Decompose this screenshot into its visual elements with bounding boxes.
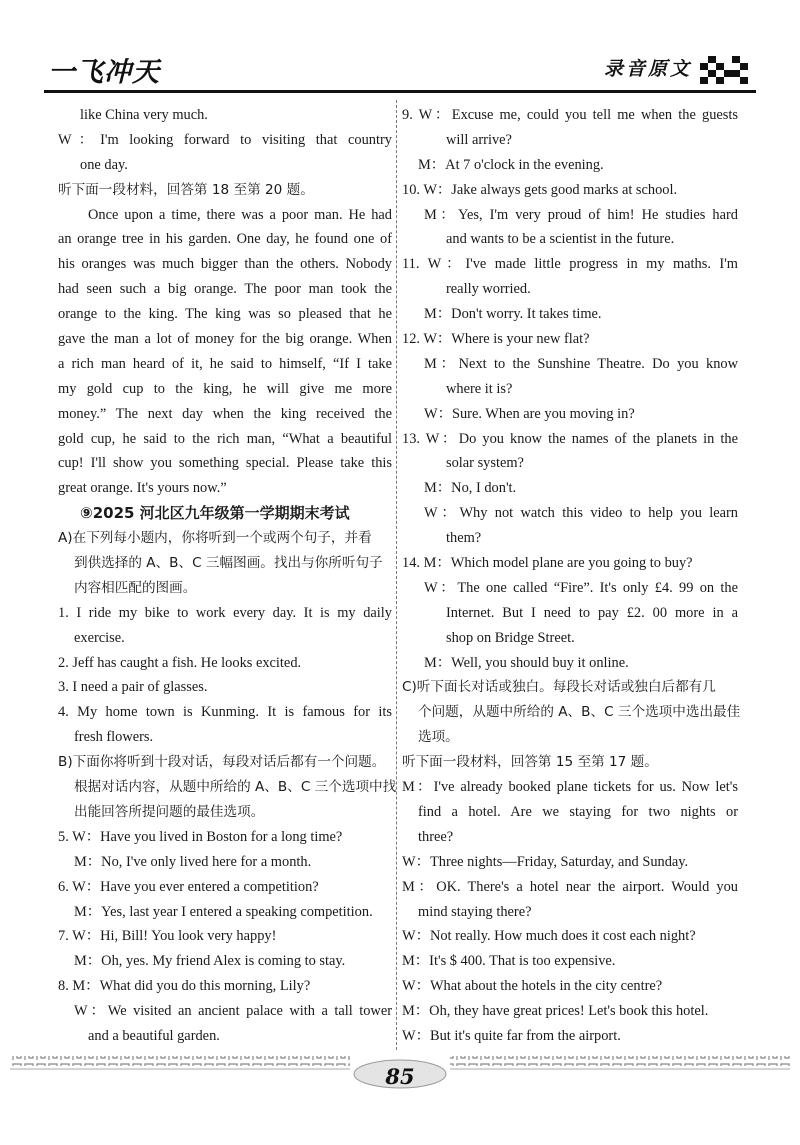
text-line: his oranges was much bigger than the others. Nobody xyxy=(58,256,392,273)
text-line: my gold cup to the king, he will give me more xyxy=(58,380,392,397)
text-line: W：Why not watch this video to help you learn xyxy=(424,505,738,522)
header-divider xyxy=(44,90,756,93)
text-line: really worried. xyxy=(446,281,531,298)
text-line: will arrive? xyxy=(446,131,512,148)
text-line: W：The one called “Fire”. It's only £4. 99 on the xyxy=(424,579,738,596)
text-line: M：Oh, yes. My friend Alex is coming to stay. xyxy=(74,953,346,970)
section-instruction: B)下面你将听到十段对话，每段对话后都有一个问题。 xyxy=(58,754,386,771)
text-line: Once upon a time, there was a poor man. He had xyxy=(88,206,392,223)
exam-title: ⑨2025 河北区九年级第一学期期末考试 xyxy=(80,504,350,523)
text-line: 7. W：Hi, Bill! You look very happy! xyxy=(58,928,277,945)
text-line: 3. I need a pair of glasses. xyxy=(58,679,208,696)
page-number: 85 xyxy=(385,1064,415,1089)
text-line: cup! I'll show you something special. Please take this xyxy=(58,455,392,472)
text-line: 2. Jeff has caught a fish. He looks excited. xyxy=(58,654,302,671)
text-line: 11. W：I've made little progress in my maths. I'm xyxy=(402,256,738,273)
text-line: had seen such a big orange. The poor man took the xyxy=(58,281,392,298)
text-line: shop on Bridge Street. xyxy=(446,629,575,646)
series-logo: 一飞冲天 xyxy=(48,57,160,88)
text-line: W：But it's quite far from the airport. xyxy=(402,1027,621,1044)
text-line: W：Not really. How much does it cost each night? xyxy=(402,928,696,945)
section-instruction: 个问题，从题中所给的 A、B、C 三个选项中选出最佳 xyxy=(418,704,741,721)
text-line: orange to the king. The king was so pleased that he xyxy=(58,306,392,323)
text-line: M：Yes, last year I entered a speaking competition. xyxy=(74,903,373,920)
right-column xyxy=(402,103,741,1049)
text-line: 12. W：Where is your new flat? xyxy=(402,331,590,348)
text-line: Internet. But I need to pay £2. 00 more in a xyxy=(446,604,738,621)
text-line: one day. xyxy=(80,156,128,173)
text-line: M：Next to the Sunshine Theatre. Do you know xyxy=(424,355,738,372)
text-line: money.” The next day when the king received the xyxy=(58,405,392,422)
text-line: M：No, I don't. xyxy=(424,480,517,497)
text-line: 14. M：Which model plane are you going to buy? xyxy=(402,555,693,572)
section-instruction: A)在下列每小题内，你将听到一个或两个句子，并看 xyxy=(58,530,372,547)
text-line: M：Well, you should buy it online. xyxy=(424,654,629,671)
text-line: and wants to be a scientist in the future. xyxy=(446,231,675,248)
text-line: mind staying there? xyxy=(418,903,532,920)
page-header xyxy=(0,0,800,100)
text-line: gold cup, he said to the rich man, “What a beautiful xyxy=(58,430,392,447)
text-line: 5. W：Have you lived in Boston for a long time? xyxy=(58,828,343,845)
section-instruction: 内容相匹配的图画。 xyxy=(74,579,197,596)
text-line: where it is? xyxy=(446,380,513,397)
text-line: W：I'm looking forward to visiting that country xyxy=(58,131,392,148)
text-line: 9. W：Excuse me, could you tell me when the guests xyxy=(402,107,738,123)
text-line: solar system? xyxy=(446,455,524,472)
section-instruction: 选项。 xyxy=(418,729,459,746)
text-line: 10. W：Jake always gets good marks at school. xyxy=(402,181,678,198)
text-line: M：Don't worry. It takes time. xyxy=(424,306,602,323)
text-line: 8. M：What did you do this morning, Lily? xyxy=(58,978,311,995)
section-title: 录音原文 xyxy=(604,58,693,80)
text-line: 6. W：Have you ever entered a competition? xyxy=(58,878,319,895)
text-line: great orange. It's yours now.” xyxy=(58,480,227,497)
text-line: M：Oh, they have great prices! Let's book this hotel. xyxy=(402,1003,709,1020)
section-instruction: 听下面一段材料，回答第 18 至第 20 题。 xyxy=(58,181,314,198)
section-instruction: 到供选择的 A、B、C 三幅图画。找出与你所听句子 xyxy=(74,555,383,572)
text-line: M：At 7 o'clock in the evening. xyxy=(418,156,604,173)
checker-pattern-icon xyxy=(700,56,748,84)
text-line: them? xyxy=(446,530,482,547)
text-line: 4. My home town is Kunming. It is famous for its xyxy=(58,704,392,721)
text-line: gave the man a lot of money for the big orange. When xyxy=(58,331,392,348)
text-line: M：No, I've only lived here for a month. xyxy=(74,853,312,870)
text-line: find a hotel. Are we staying for two nights or xyxy=(418,803,738,820)
left-column xyxy=(58,103,397,1049)
text-line: fresh flowers. xyxy=(74,729,154,746)
text-line: M：OK. There's a hotel near the airport. Would you xyxy=(402,878,738,895)
text-line: an orange tree in his garden. One day, he found one of xyxy=(58,231,392,248)
section-instruction: 听下面一段材料，回答第 15 至第 17 题。 xyxy=(402,754,658,771)
text-line: like China very much. xyxy=(80,107,208,123)
text-line: M：It's $ 400. That is too expensive. xyxy=(402,953,616,970)
text-line: and a beautiful garden. xyxy=(88,1027,220,1044)
text-line: W：We visited an ancient palace with a tall tower xyxy=(74,1003,392,1020)
text-line: W：Sure. When are you moving in? xyxy=(424,405,635,422)
text-line: W：Three nights—Friday, Saturday, and Sunday. xyxy=(402,853,689,870)
text-line: three? xyxy=(418,828,454,845)
text-line: 13. W：Do you know the names of the planets in the xyxy=(402,430,738,447)
text-line: 1. I ride my bike to work every day. It is my daily xyxy=(58,604,392,621)
text-line: M：Yes, I'm very proud of him! He studies hard xyxy=(424,206,738,223)
column-divider xyxy=(396,100,397,1050)
text-line: W：What about the hotels in the city centre? xyxy=(402,978,663,995)
section-instruction: 出能回答所提问题的最佳选项。 xyxy=(74,803,265,820)
text-line: M：I've already booked plane tickets for us. Now let's xyxy=(402,779,738,796)
section-instruction: C)听下面长对话或独白。每段长对话或独白后都有几 xyxy=(402,679,716,696)
text-line: a rich man heard of it, he said to himself, “If I take xyxy=(58,355,392,372)
text-line: exercise. xyxy=(74,629,125,646)
section-instruction: 根据对话内容，从题中所给的 A、B、C 三个选项中找 xyxy=(74,779,397,796)
